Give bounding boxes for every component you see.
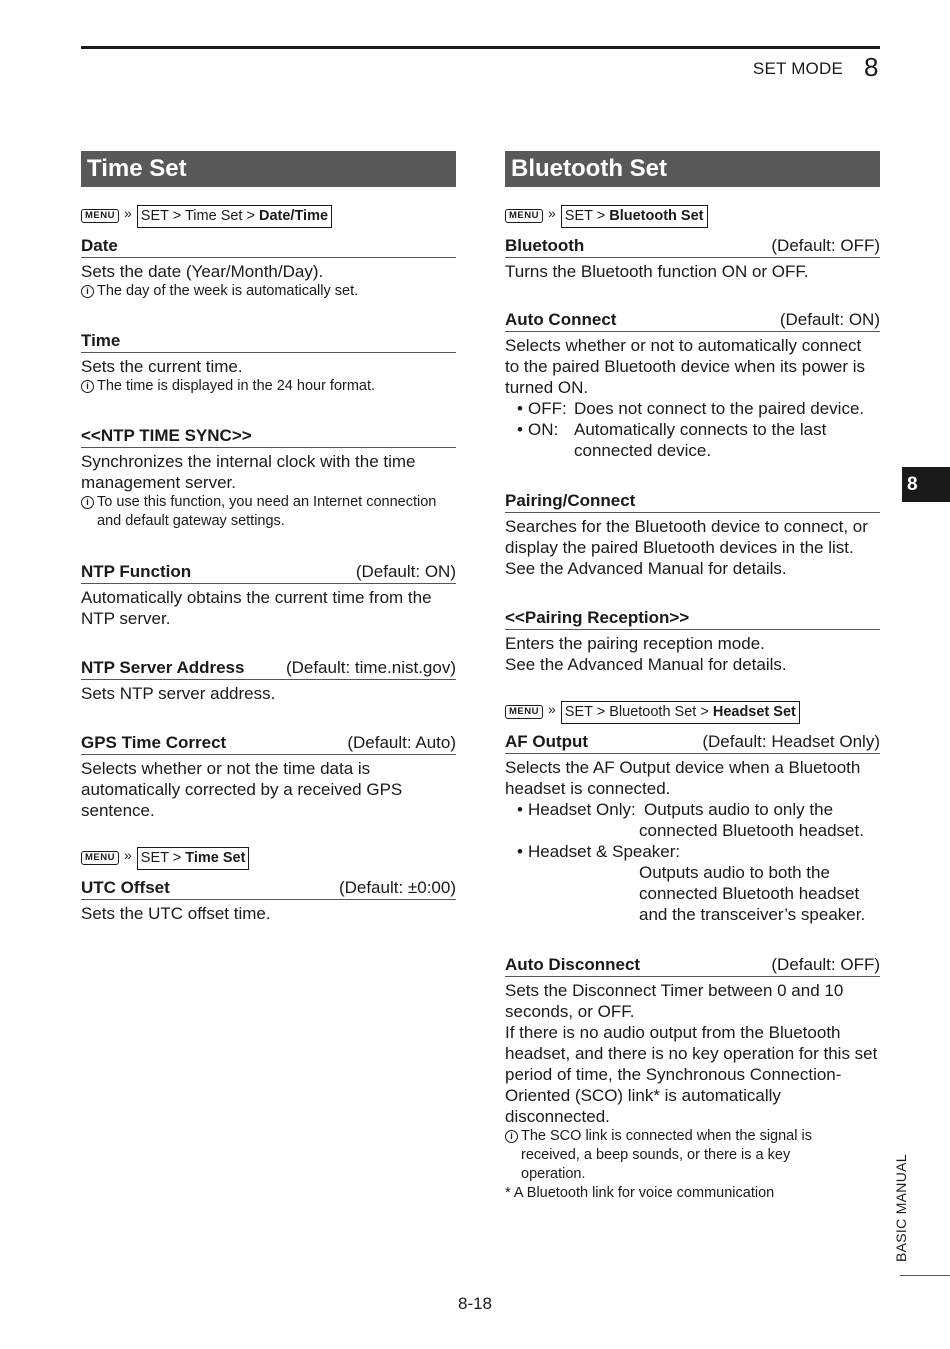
item-description: Sets the UTC offset time.	[81, 904, 271, 923]
item-default: (Default: ±0:00)	[338, 878, 456, 897]
item-ntp-time-sync	[81, 425, 456, 531]
item-description: Synchronizes the internal clock with the time management server.	[81, 452, 416, 492]
page-number: 8-18	[457, 1294, 493, 1313]
note	[81, 493, 456, 531]
option-label: Headset Only:	[528, 800, 636, 819]
item-ntp-function	[81, 561, 456, 629]
bluetooth-set-column	[505, 151, 880, 1203]
menu-key-icon: MENU	[505, 209, 543, 223]
item-name: NTP Function	[81, 562, 192, 581]
item-utc-offset	[81, 877, 456, 924]
section-header-title: SET MODE	[752, 59, 843, 78]
menu-key-icon: MENU	[81, 209, 119, 223]
item-af-output	[505, 731, 880, 925]
menu-path-prefix: SET >	[564, 207, 610, 224]
item-time	[81, 330, 456, 396]
arrow-icon: »	[123, 847, 132, 863]
option-text: Outputs audio to only the	[644, 800, 834, 819]
menu-path-target: Bluetooth Set	[609, 207, 704, 224]
item-bluetooth	[505, 235, 880, 282]
item-name: UTC Offset	[81, 878, 170, 897]
item-description: Sets the Disconnect Timer between 0 and 10 seconds, or OFF.	[505, 981, 844, 1021]
item-auto-connect	[505, 309, 880, 461]
bluetooth-set-banner: Bluetooth Set	[505, 151, 880, 187]
item-default: (Default: OFF)	[771, 236, 880, 255]
item-description-2: If there is no audio output from the Bluetooth headset, and there is no key operation for this set period of time, the Synchronous Connection-Oriented (SCO) link* is automatically disconnected.	[505, 1023, 878, 1126]
time-set-banner: Time Set	[81, 151, 456, 187]
item-description: Selects the AF Output device when a Bluetooth headset is connected.	[505, 758, 861, 798]
item-description: Selects whether or not the time data is automatically corrected by a received GPS sentence.	[81, 759, 403, 820]
item-description: Turns the Bluetooth function ON or OFF.	[505, 262, 809, 281]
item-gps-time-correct	[81, 732, 456, 821]
top-rule	[81, 46, 880, 49]
item-description: Sets NTP server address.	[81, 684, 276, 703]
item-description: Enters the pairing reception mode.	[505, 634, 765, 653]
option-headset-speaker: • Headset & Speaker:	[517, 842, 681, 861]
chapter-side-tab: 8	[902, 467, 950, 502]
option-list	[505, 799, 880, 925]
menu-path-target: Time Set	[185, 849, 246, 866]
note	[505, 1127, 835, 1184]
note-text: The time is displayed in the 24 hour format.	[97, 378, 376, 394]
item-name: Bluetooth	[505, 236, 585, 255]
item-name: GPS Time Correct	[81, 733, 227, 752]
item-ntp-server-address	[81, 657, 456, 704]
option-off: • OFF: Does not connect to the paired device.	[517, 399, 865, 418]
item-pairing-connect	[505, 490, 880, 579]
option-text: Does not connect to the paired device.	[574, 399, 865, 418]
menu-path-box	[137, 205, 332, 228]
menu-path-target: Headset Set	[712, 703, 796, 720]
option-label: ON:	[528, 420, 559, 439]
note-text: The SCO link is connected when the signal is received, a beep sounds, or there is a key operation.	[521, 1128, 812, 1182]
item-description: Selects whether or not to automatically connect to the paired Bluetooth device when its power is turned ON.	[505, 336, 866, 397]
item-default: (Default: time.nist.gov)	[285, 658, 456, 677]
item-name: <<Pairing Reception>>	[505, 608, 690, 627]
item-description: Sets the current time.	[81, 357, 243, 376]
item-description: Automatically obtains the current time from the NTP server.	[81, 588, 432, 628]
item-default: (Default: OFF)	[771, 955, 880, 974]
info-icon	[81, 496, 94, 509]
menu-path-headset-set	[505, 700, 880, 724]
note	[81, 282, 456, 301]
time-set-column	[81, 151, 456, 924]
note	[81, 377, 456, 396]
item-name: Time	[81, 331, 121, 350]
item-default: (Default: ON)	[355, 562, 456, 581]
menu-path-box	[561, 205, 708, 228]
option-text-cont: connected Bluetooth headset.	[639, 821, 864, 840]
item-date	[81, 235, 456, 301]
menu-path-time-set	[81, 846, 456, 870]
item-default: (Default: ON)	[779, 310, 880, 329]
option-list	[505, 398, 880, 461]
menu-path-box	[561, 701, 800, 724]
footnote: * A Bluetooth link for voice communication	[505, 1185, 775, 1201]
item-default: (Default: Auto)	[347, 733, 456, 752]
menu-key-icon: MENU	[81, 851, 119, 865]
menu-path-date-time	[81, 204, 456, 228]
item-pairing-reception	[505, 607, 880, 675]
chapter-number: 8	[864, 52, 879, 82]
item-name: NTP Server Address	[81, 658, 245, 677]
menu-path-prefix: SET > Time Set >	[140, 207, 259, 224]
item-name: Date	[81, 236, 118, 255]
menu-path-prefix: SET >	[140, 849, 186, 866]
option-on: • ON: Automatically connects to the last connected device.	[505, 419, 880, 461]
item-default: (Default: Headset Only)	[702, 732, 880, 751]
option-headset-only: • Headset Only: Outputs audio to only the	[517, 800, 834, 819]
arrow-icon: »	[123, 205, 132, 221]
item-name: AF Output	[505, 732, 589, 751]
info-icon	[81, 285, 94, 298]
item-name: Auto Connect	[505, 310, 617, 329]
option-text: Automatically connects to the last connected device.	[574, 420, 827, 460]
menu-path-box	[137, 847, 250, 870]
item-name: Auto Disconnect	[505, 955, 641, 974]
side-rule	[900, 1275, 950, 1276]
option-label: Headset & Speaker:	[528, 842, 681, 861]
arrow-icon: »	[547, 701, 556, 717]
note-text: To use this function, you need an Internet connection and default gateway settings.	[97, 494, 437, 529]
item-description: Sets the date (Year/Month/Day).	[81, 262, 324, 281]
arrow-icon: »	[547, 205, 556, 221]
info-icon	[81, 380, 94, 393]
item-name: <<NTP TIME SYNC>>	[81, 426, 252, 445]
item-description-2: See the Advanced Manual for details.	[505, 655, 787, 674]
option-text: Outputs audio to both the connected Bluetooth headset and the transceiver’s speaker.	[639, 863, 866, 924]
menu-path-target: Date/Time	[258, 207, 329, 224]
menu-key-icon: MENU	[505, 705, 543, 719]
info-icon	[505, 1130, 518, 1143]
item-auto-disconnect	[505, 954, 880, 1203]
option-label: OFF:	[528, 399, 567, 418]
side-label: BASIC MANUAL	[893, 1154, 909, 1262]
menu-path-bluetooth-set	[505, 204, 880, 228]
item-name: Pairing/Connect	[505, 491, 636, 510]
menu-path-prefix: SET > Bluetooth Set >	[564, 703, 713, 720]
note-text: The day of the week is automatically set.	[97, 283, 359, 299]
item-description: Searches for the Bluetooth device to connect, or display the paired Bluetooth devices in the list. See the Advanced Manual for details.	[505, 517, 868, 578]
